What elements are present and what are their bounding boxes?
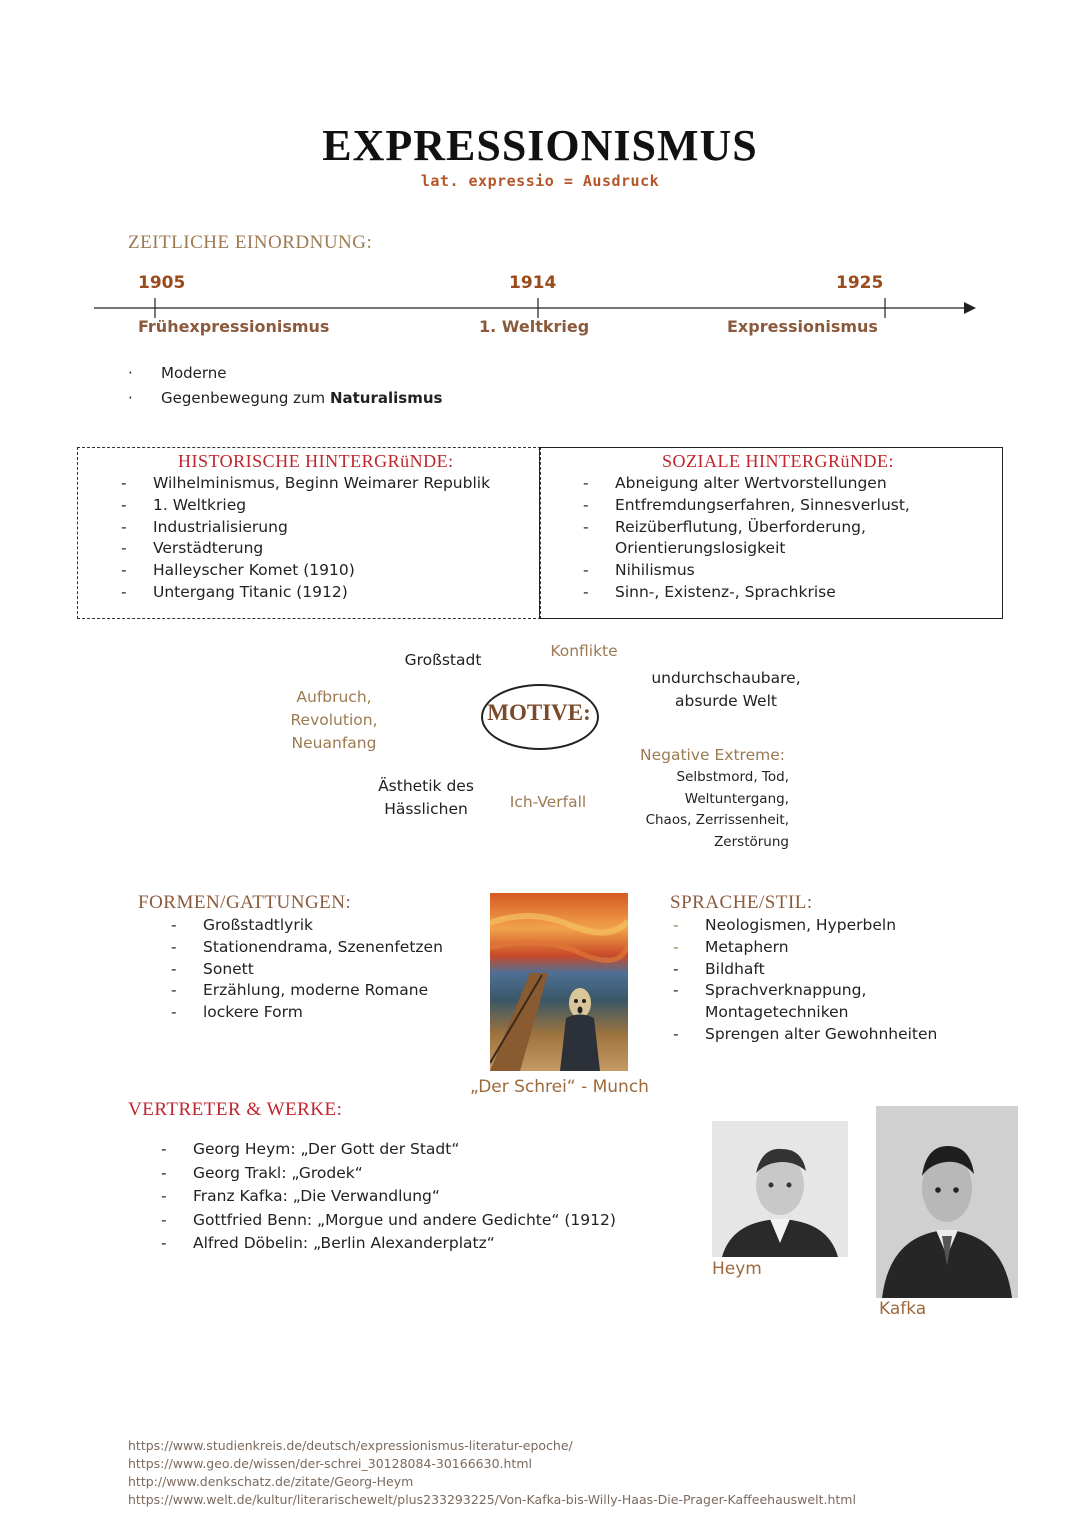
list-item: - Alfred Döbelin: „Berlin Alexanderplatz“ — [161, 1232, 616, 1256]
timeline-year-1905: 1905 — [138, 273, 186, 293]
timeline-label-fruehexpressionismus: Frühexpressionismus — [138, 317, 330, 336]
social-list — [583, 473, 910, 604]
formen-list — [171, 915, 443, 1024]
list-item: - Wilhelminismus, Beginn Weimarer Republik — [121, 473, 490, 495]
list-item: - Franz Kafka: „Die Verwandlung“ — [161, 1185, 616, 1209]
kafka-portrait — [876, 1106, 1018, 1298]
motive-aesthetik: Ästhetik des Hässlichen — [378, 777, 474, 818]
motive-aufbruch: Aufbruch, Revolution, Neuanfang — [290, 688, 378, 752]
source-link[interactable]: https://www.geo.de/wissen/der-schrei_30128084-30166630.html — [128, 1456, 532, 1471]
source-link[interactable]: https://www.welt.de/kultur/literarischewelt/plus233293225/Von-Kafka-bis-Willy-Haas-Die-Prager-Kaffeehauswelt.html — [128, 1492, 856, 1507]
list-item: - Halleyscher Komet (1910) — [121, 560, 490, 582]
page-title: EXPRESSIONISMUS — [322, 121, 758, 170]
timeline-bullet: · Moderne — [128, 364, 227, 382]
motive-center: MOTIVE: — [487, 700, 591, 725]
historical-heading: HISTORISCHE HINTERGRüNDE: — [178, 451, 454, 471]
sprache-heading: SPRACHE/STIL: — [670, 892, 813, 913]
historical-list — [121, 473, 490, 604]
timeline-label-expressionismus: Expressionismus — [727, 317, 878, 336]
vertreter-list — [161, 1138, 616, 1256]
list-item: - Sprengen alter Gewohnheiten — [673, 1024, 937, 1046]
list-item: - lockere Form — [171, 1002, 443, 1024]
timeline-label-weltkrieg: 1. Weltkrieg — [479, 317, 590, 336]
timeline-heading: ZEITLICHE EINORDNUNG: — [128, 232, 373, 253]
sources-list — [128, 1437, 856, 1509]
list-item: - Gottfried Benn: „Morgue und andere Gedichte“ (1912) — [161, 1209, 616, 1233]
list-item: - Georg Trakl: „Grodek“ — [161, 1162, 616, 1186]
list-item: - 1. Weltkrieg — [121, 495, 490, 517]
list-item: - Sonett — [171, 959, 443, 981]
motive-absurde-welt: undurchschaubare, absurde Welt — [651, 669, 801, 710]
der-schrei-painting — [490, 893, 628, 1071]
source-link[interactable]: https://www.studienkreis.de/deutsch/expressionismus-literatur-epoche/ — [128, 1438, 573, 1453]
motive-grossstadt: Großstadt — [404, 651, 482, 669]
list-item: - Abneigung alter Wertvorstellungen — [583, 473, 910, 495]
motive-negative-list: Selbstmord, Tod, Weltuntergang, Chaos, Zerrissenheit, Zerstörung — [645, 769, 789, 850]
list-item: - Erzählung, moderne Romane — [171, 980, 443, 1002]
list-item: - Metaphern — [673, 937, 937, 959]
list-item: - Neologismen, Hyperbeln — [673, 915, 937, 937]
list-item: - Untergang Titanic (1912) — [121, 582, 490, 604]
motive-konflikte: Konflikte — [550, 642, 618, 660]
list-item: - Industrialisierung — [121, 517, 490, 539]
list-item: - Reizüberflutung, Überforderung, — [583, 517, 910, 539]
list-item: - Entfremdungserfahren, Sinnesverlust, — [583, 495, 910, 517]
painting-caption: „Der Schrei“ - Munch — [470, 1077, 649, 1097]
list-item: Montagetechniken — [705, 1003, 849, 1022]
list-item: - Georg Heym: „Der Gott der Stadt“ — [161, 1138, 616, 1162]
list-item: - Verstädterung — [121, 538, 490, 560]
list-item: - Sprachverknappung, — [673, 980, 937, 1002]
list-item: - Bildhaft — [673, 959, 937, 981]
list-item: - Sinn-, Existenz-, Sprachkrise — [583, 582, 910, 604]
list-item: - Stationendrama, Szenenfetzen — [171, 937, 443, 959]
timeline-bullet: · Gegenbewegung zum Naturalismus — [128, 389, 443, 407]
timeline-year-1914: 1914 — [509, 273, 557, 293]
motive-ich-verfall: Ich-Verfall — [509, 793, 587, 811]
list-item: Orientierungslosigkeit — [615, 539, 786, 558]
sprache-list — [673, 915, 937, 1046]
source-link[interactable]: http://www.denkschatz.de/zitate/Georg-Heym — [128, 1474, 414, 1489]
motive-negative-heading: Negative Extreme: — [640, 746, 785, 764]
page-subtitle: lat. expressio = Ausdruck — [420, 172, 660, 190]
social-box — [539, 447, 1003, 619]
kafka-label: Kafka — [879, 1299, 927, 1319]
heym-label: Heym — [712, 1259, 762, 1279]
heym-portrait — [712, 1121, 848, 1257]
list-item: - Großstadtlyrik — [171, 915, 443, 937]
vertreter-heading: VERTRETER & WERKE: — [128, 1099, 343, 1120]
social-heading: SOZIALE HINTERGRüNDE: — [662, 451, 894, 471]
list-item: - Nihilismus — [583, 560, 910, 582]
timeline-year-1925: 1925 — [836, 273, 884, 293]
formen-heading: FORMEN/GATTUNGEN: — [138, 892, 352, 913]
historical-box — [77, 447, 541, 619]
